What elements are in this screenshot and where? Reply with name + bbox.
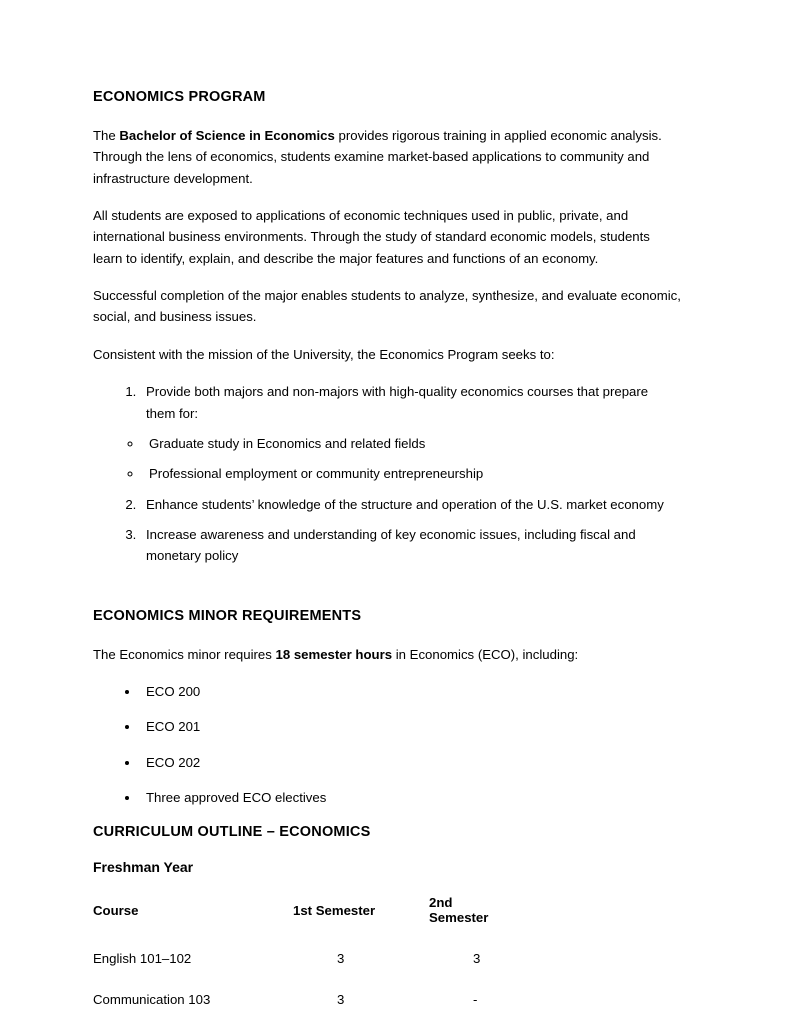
program-paragraph-3: Successful completion of the major enables students to analyze, synthesize, and evaluate economic, social, and business issues. bbox=[93, 288, 681, 325]
minor-intro-paragraph bbox=[93, 644, 681, 665]
list-item: • ECO 200 bbox=[140, 681, 681, 702]
cell-semester-1: 3 bbox=[337, 951, 345, 967]
cell-course: English 101–102 bbox=[93, 951, 192, 967]
list-item: ◦ Graduate study in Economics and related fields bbox=[143, 433, 681, 454]
minor-requirements-heading: ECONOMICS MINOR REQUIREMENTS bbox=[93, 607, 362, 624]
page-title: ECONOMICS PROGRAM bbox=[93, 89, 266, 105]
program-intro-paragraph bbox=[93, 125, 681, 189]
column-header-semester-2: 2nd Semester bbox=[429, 895, 489, 926]
paragraph-text-lead: The bbox=[93, 127, 120, 143]
program-paragraph-2: All students are exposed to applications of economic techniques used in public, private, and international business environments. Through the study of standard economic models, students learn to identify, explain, and describe the major features and functions of an economy. bbox=[93, 207, 650, 266]
cell-course: Communication 103 bbox=[93, 992, 211, 1008]
list-item: 1. Provide both majors and non-majors with high-quality economics courses that prepare them for: bbox=[140, 381, 681, 424]
list-item: • ECO 201 bbox=[140, 716, 681, 737]
freshman-year-heading: Freshman Year bbox=[93, 859, 194, 876]
list-item: 2. Enhance students’ knowledge of the structure and operation of the U.S. market economy bbox=[140, 494, 681, 515]
curriculum-outline-heading: CURRICULUM OUTLINE – ECONOMICS bbox=[93, 823, 371, 840]
cell-semester-2: - bbox=[473, 992, 478, 1008]
cell-semester-2: 3 bbox=[473, 951, 481, 967]
cell-semester-1: 3 bbox=[337, 992, 345, 1008]
list-item: • ECO 202 bbox=[140, 752, 681, 773]
minor-requirements-list bbox=[93, 681, 681, 809]
curriculum-table bbox=[93, 889, 513, 1027]
table-body bbox=[93, 945, 513, 1027]
program-goals-list bbox=[93, 381, 681, 424]
program-goal-1-sublist bbox=[93, 433, 681, 485]
table-row bbox=[93, 986, 513, 1027]
minor-intro-lead: The Economics minor requires bbox=[93, 646, 276, 662]
paragraph-text-rest: provides rigorous training in applied economic analysis. Through the lens of economics, students examine market-based applications to community and infrastructure development. bbox=[93, 127, 662, 186]
table-header bbox=[93, 889, 513, 945]
table-row bbox=[93, 945, 513, 986]
column-header-semester-1: 1st Semester bbox=[293, 902, 376, 918]
list-item: ◦ Professional employment or community entrepreneurship bbox=[143, 463, 681, 484]
column-header-course: Course bbox=[93, 902, 139, 918]
program-goals-list-continued bbox=[93, 494, 681, 567]
minor-intro-rest: in Economics (ECO), including: bbox=[392, 646, 579, 662]
degree-name-bold: Bachelor of Science in Economics bbox=[119, 127, 335, 143]
program-goals-lead-in: Consistent with the mission of the University, the Economics Program seeks to: bbox=[93, 346, 555, 362]
semester-hours-bold: 18 semester hours bbox=[275, 646, 393, 662]
table-header-row bbox=[93, 889, 513, 945]
list-item: • Three approved ECO electives bbox=[140, 787, 681, 808]
list-item: 3. Increase awareness and understanding of key economic issues, including fiscal and monetary policy bbox=[140, 524, 681, 567]
